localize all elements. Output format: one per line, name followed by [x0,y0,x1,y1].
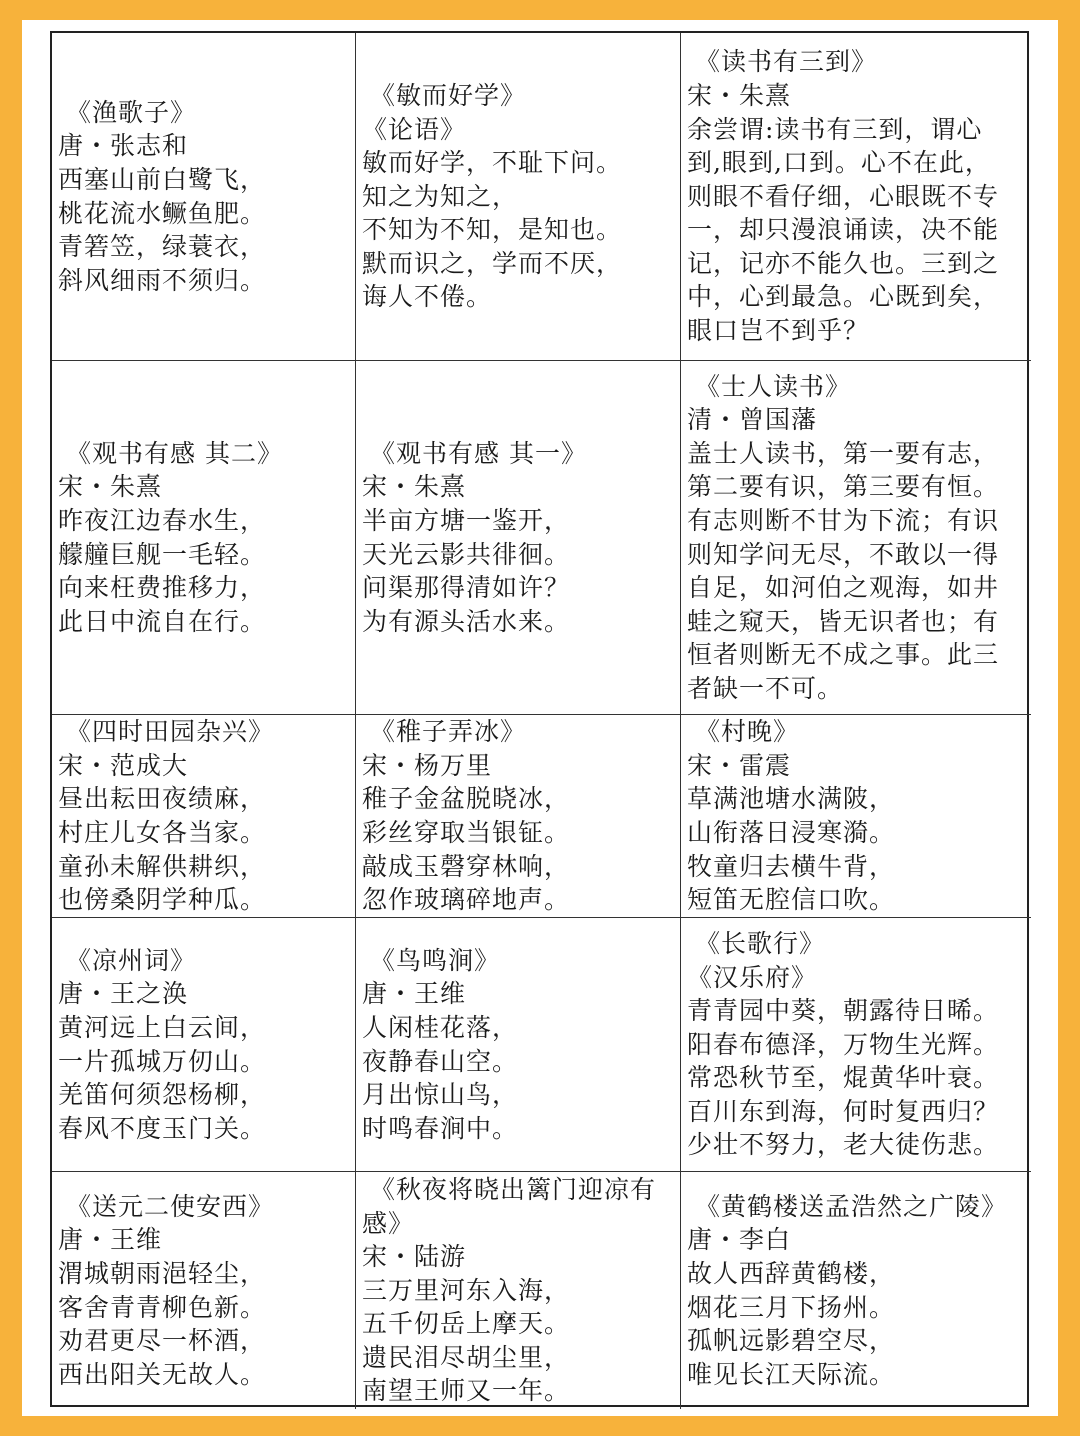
poem-line: 宋・范成大 [58,750,189,780]
poem-table [50,31,1029,1407]
poem-line: 盖士人读书，第一要有志， [687,438,1000,468]
poem-line: 诲人不倦。 [362,282,493,312]
poem-title: 《秋夜将晓出篱门迎凉有 [370,1174,657,1204]
poem-line: 有志则断不甘为下流；有识 [687,505,1000,535]
poem-line: 感》 [362,1208,415,1238]
poem-title: 《送元二使安西》 [66,1191,275,1221]
poem-line: 羌笛何须怨杨柳， [58,1080,267,1110]
poem-line: 记，记亦不能久也。三到之 [687,248,1000,278]
table-cell [356,918,681,1172]
poem-title: 《凉州词》 [66,945,197,975]
poem-line: 问渠那得清如许？ [362,573,571,603]
poem-line: 唐・张志和 [58,131,189,161]
poem-line: 宋・雷震 [687,750,792,780]
poem-line: 百川东到海，何时复西归？ [687,1096,1000,1126]
table-cell [681,33,1031,361]
poem-line: 村庄儿女各当家。 [58,818,267,847]
poem-line: 牧童归去横牛背， [687,851,896,881]
poem-line: 春风不度玉门关。 [58,1113,267,1143]
poem-title: 《渔歌子》 [66,97,197,127]
poem-line: 五千仞岳上摩天。 [362,1309,571,1339]
poem-line: 此日中流自在行。 [58,606,267,636]
poem-title: 《长歌行》 [695,928,826,958]
poem-line: 《汉乐府》 [687,962,818,992]
poem-line: 敏而好学，不耻下问。 [362,148,623,178]
poem-line: 彩丝穿取当银钲。 [362,818,571,847]
poem-line: 烟花三月下扬州。 [687,1292,896,1322]
poem-title: 《黄鹤楼送孟浩然之广陵》 [695,1191,1008,1221]
table-cell [681,715,1031,918]
poem-line: 时鸣春涧中。 [362,1113,519,1143]
poem-line: 第二要有识，第三要有恒。 [687,472,1000,502]
table-cell [356,715,681,918]
poem-line: 短笛无腔信口吹。 [687,885,896,915]
poem-line: 忽作玻璃碎地声。 [362,885,571,915]
table-cell [681,918,1031,1172]
poem-line: 西出阳关无故人。 [58,1359,267,1389]
poem-line: 劝君更尽一杯酒， [58,1326,267,1356]
poem-line: 三万里河东入海， [362,1275,571,1305]
table-cell [356,1172,681,1409]
poem-line: 唐・王维 [58,1225,163,1255]
poem-line: 人闲桂花落， [362,1012,519,1042]
poem-line: 恒者则断无不成之事。此三 [687,640,1000,670]
table-cell [681,361,1031,715]
poem-title: 《观书有感 其一》 [370,438,587,468]
poem-line: 余尝谓:读书有三到，谓心 [687,114,983,144]
poem-title: 《鸟鸣涧》 [370,945,501,975]
poem-line: 桃花流水鳜鱼肥。 [58,198,267,228]
poem-line: 草满池塘水满陂， [687,784,896,814]
poem-line: 稚子金盆脱晓冰， [362,784,571,814]
poem-line: 不知为不知，是知也。 [362,215,623,245]
poem-line: 西塞山前白鹭飞， [58,164,267,194]
poem-line: 客舍青青柳色新。 [58,1292,267,1322]
poem-title: 《读书有三到》 [695,47,878,77]
table-cell [52,33,356,361]
poem-line: 向来枉费推移力， [58,573,267,603]
poem-line: 青青园中葵，朝露待日晞。 [687,996,1000,1026]
table-cell [356,361,681,715]
poem-line: 则知学问无尽，不敢以一得 [687,539,1000,569]
poem-line: 少壮不努力，老大徒伤悲。 [687,1130,1000,1160]
poem-line: 默而识之，学而不厌， [362,248,623,278]
poem-line: 《论语》 [362,114,467,144]
poem-line: 唯见长江天际流。 [687,1359,896,1389]
poem-line: 唐・李白 [687,1225,792,1255]
poem-line: 一片孤城万仞山。 [58,1046,267,1076]
poem-line: 一，却只漫浪诵读，决不能 [687,215,1000,245]
poem-line: 唐・王维 [362,979,467,1009]
table-cell [52,715,356,918]
poem-line: 斜风细雨不须归。 [58,265,267,295]
poem-line: 宋・朱熹 [687,80,792,110]
poem-line: 到,眼到,口到。心不在此， [687,148,991,178]
poem-line: 常恐秋节至，焜黄华叶衰。 [687,1063,1000,1093]
poem-line: 艨艟巨舰一毛轻。 [58,539,267,569]
poem-line: 黄河远上白云间， [58,1012,267,1042]
poem-line: 南望王师又一年。 [362,1376,571,1406]
poem-line: 眼口岂不到乎？ [687,316,870,346]
poem-line: 孤帆远影碧空尽， [687,1326,896,1356]
poem-line: 则眼不看仔细，心眼既不专 [687,181,1000,211]
poem-line: 宋・朱熹 [362,472,467,502]
poem-line: 昼出耘田夜绩麻， [58,784,267,814]
poem-line: 青箬笠，绿蓑衣， [58,232,267,262]
poem-line: 敲成玉磬穿林响， [362,851,571,881]
table-cell [52,1172,356,1409]
poem-line: 月出惊山鸟， [362,1080,519,1110]
poem-line: 童孙未解供耕织， [58,851,267,881]
poem-line: 故人西辞黄鹤楼， [687,1258,896,1288]
poem-line: 天光云影共徘徊。 [362,539,571,569]
poem-title: 《士人读书》 [695,371,852,401]
poem-line: 渭城朝雨浥轻尘， [58,1258,267,1288]
poem-line: 宋・朱熹 [58,472,163,502]
poem-line: 唐・王之涣 [58,979,189,1009]
poem-line: 夜静春山空。 [362,1046,519,1076]
poem-line: 半亩方塘一鉴开， [362,505,571,535]
table-cell [681,1172,1031,1409]
poem-title: 《村晚》 [695,717,800,747]
poem-line: 清・曾国藩 [687,405,818,435]
poem-line: 为有源头活水来。 [362,606,571,636]
poem-line: 蛙之窥天，皆无识者也；有 [687,606,1000,636]
poem-line: 者缺一不可。 [687,673,844,703]
poem-line: 中，心到最急。心既到矣， [687,282,1000,312]
poem-line: 知之为知之， [362,181,519,211]
table-cell [52,361,356,715]
poem-line: 遗民泪尽胡尘里， [362,1342,571,1372]
poem-line: 宋・陆游 [362,1242,467,1272]
poem-line: 自足，如河伯之观海，如井 [687,573,1000,603]
poem-line: 宋・杨万里 [362,750,493,780]
poem-title: 《观书有感 其二》 [66,438,283,468]
poem-line: 阳春布德泽，万物生光辉。 [687,1029,1000,1059]
poem-title: 《敏而好学》 [370,80,527,110]
poem-line: 山衔落日浸寒漪。 [687,818,896,847]
poem-line: 也傍桑阴学种瓜。 [58,885,267,915]
table-cell [52,918,356,1172]
table-cell [356,33,681,361]
poem-title: 《四时田园杂兴》 [66,717,275,747]
poem-line: 昨夜江边春水生， [58,505,267,535]
poem-title: 《稚子弄冰》 [370,717,527,747]
